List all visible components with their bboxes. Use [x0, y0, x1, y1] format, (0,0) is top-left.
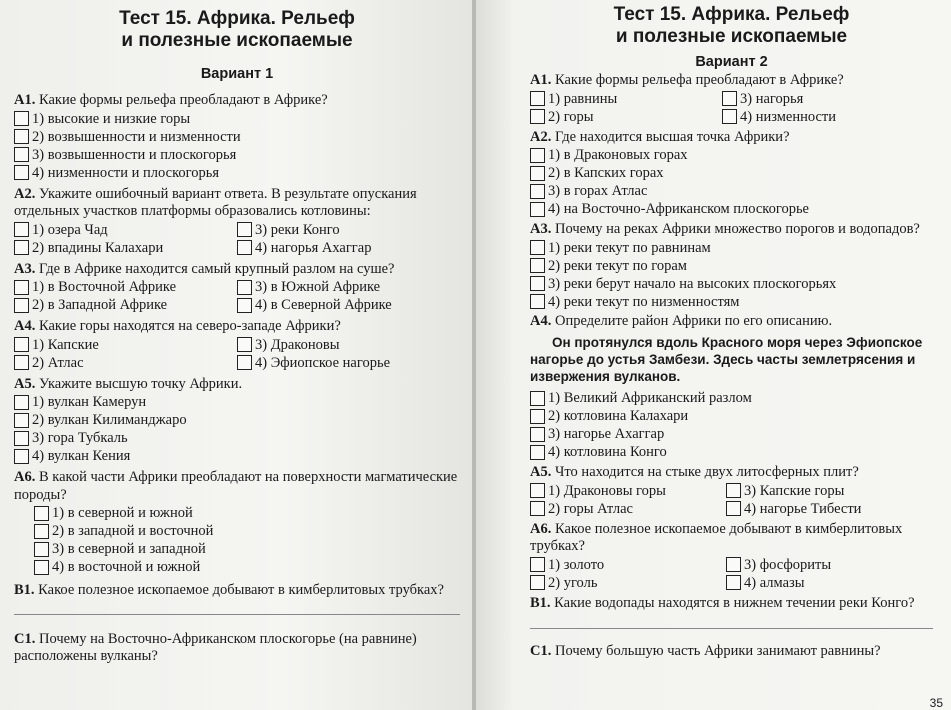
checkbox[interactable] [726, 575, 741, 590]
answer-option[interactable]: 4) нагорья Ахаггар [237, 239, 460, 257]
answer-option[interactable]: 4) вулкан Кения [14, 447, 460, 465]
checkbox[interactable] [530, 109, 545, 124]
answer-option[interactable]: 3) реки берут начало на высоких плоскогорьях [530, 275, 933, 293]
checkbox[interactable] [34, 506, 49, 521]
answer-option[interactable]: 4) в Северной Африке [237, 296, 460, 314]
answer-option[interactable]: 3) реки Конго [237, 221, 460, 239]
checkbox[interactable] [726, 483, 741, 498]
question-a5: А5. Что находится на стыке двух литосферных плит? [530, 464, 859, 480]
checkbox[interactable] [14, 280, 29, 295]
answer-option[interactable]: 2) реки текут по горам [530, 257, 933, 275]
answer-option[interactable]: 3) возвышенности и плоскогорья [14, 146, 460, 164]
checkbox[interactable] [530, 294, 545, 309]
answer-option[interactable]: 2) вулкан Килиманджаро [14, 411, 460, 429]
answer-option[interactable]: 1) Великий Африканский разлом [530, 389, 933, 407]
question-a1: А1. Какие формы рельефа преобладают в Африке? [14, 92, 328, 108]
answer-option[interactable]: 1) золото [530, 556, 726, 574]
answer-option[interactable]: 1) в северной и южной [14, 504, 460, 522]
answer-option[interactable]: 3) в горах Атлас [530, 182, 933, 200]
checkbox[interactable] [237, 222, 252, 237]
answer-option[interactable]: 3) Драконовы [237, 336, 460, 354]
answer-option[interactable]: 4) алмазы [726, 574, 933, 592]
answer-option[interactable]: 4) в восточной и южной [14, 558, 460, 576]
checkbox[interactable] [726, 557, 741, 572]
checkbox[interactable] [34, 524, 49, 539]
checkbox[interactable] [14, 240, 29, 255]
answer-option[interactable]: 2) горы Атлас [530, 500, 726, 518]
checkbox[interactable] [530, 391, 545, 406]
variant-heading: Вариант 2 [695, 54, 768, 70]
checkbox[interactable] [237, 337, 252, 352]
checkbox[interactable] [237, 240, 252, 255]
answer-option[interactable]: 4) Эфиопское нагорье [237, 354, 460, 372]
checkbox[interactable] [530, 258, 545, 273]
checkbox[interactable] [237, 298, 252, 313]
answer-option[interactable]: 3) Капские горы [726, 482, 933, 500]
checkbox[interactable] [14, 395, 29, 410]
question-c1: С1. Почему большую часть Африки занимают равнины? [530, 643, 881, 659]
answer-option[interactable]: 2) впадины Калахари [14, 239, 237, 257]
answer-option[interactable]: 1) высокие и низкие горы [14, 110, 460, 128]
question-a2: А2. Укажите ошибочный вариант ответа. В результате опускания отдельных участков платформы образовались котловины: [14, 185, 417, 219]
checkbox[interactable] [530, 501, 545, 516]
answer-option[interactable]: 1) Капские [14, 336, 237, 354]
answer-option[interactable]: 2) Атлас [14, 354, 237, 372]
checkbox[interactable] [530, 427, 545, 442]
answer-option[interactable]: 1) реки текут по равнинам [530, 239, 933, 257]
checkbox[interactable] [530, 184, 545, 199]
answer-option[interactable]: 1) Драконовы горы [530, 482, 726, 500]
checkbox[interactable] [34, 560, 49, 575]
question-a6: А6. В какой части Африки преобладают на поверхности магматические породы? [14, 469, 458, 503]
checkbox[interactable] [34, 542, 49, 557]
answer-option[interactable]: 1) в Драконовых горах [530, 146, 933, 164]
checkbox[interactable] [530, 240, 545, 255]
answer-option[interactable]: 1) равнины [530, 90, 722, 108]
question-a3: А3. Почему на реках Африки множество порогов и водопадов? [530, 221, 920, 237]
answer-option[interactable]: 1) вулкан Камерун [14, 393, 460, 411]
answer-option[interactable]: 2) в Западной Африке [14, 296, 237, 314]
answer-option[interactable]: 3) фосфориты [726, 556, 933, 574]
checkbox[interactable] [530, 202, 545, 217]
checkbox[interactable] [14, 431, 29, 446]
answer-option[interactable]: 2) возвышенности и низменности [14, 128, 460, 146]
checkbox[interactable] [237, 355, 252, 370]
answer-option[interactable]: 4) на Восточно-Африканском плоскогорье [530, 200, 933, 218]
checkbox[interactable] [14, 111, 29, 126]
checkbox[interactable] [14, 449, 29, 464]
checkbox[interactable] [14, 129, 29, 144]
answer-option[interactable]: 2) в западной и восточной [14, 522, 460, 540]
left-page [0, 0, 474, 710]
question-a4: А4. Определите район Африки по его описанию. [530, 312, 833, 329]
checkbox[interactable] [530, 91, 545, 106]
checkbox[interactable] [14, 147, 29, 162]
checkbox[interactable] [530, 148, 545, 163]
checkbox[interactable] [530, 166, 545, 181]
checkbox[interactable] [530, 483, 545, 498]
answer-option[interactable]: 4) нагорье Тибести [726, 500, 933, 518]
answer-option[interactable]: 1) в Восточной Африке [14, 278, 237, 296]
checkbox[interactable] [14, 413, 29, 428]
page-number: 35 [929, 696, 943, 710]
answer-option[interactable]: 1) озера Чад [14, 221, 237, 239]
checkbox[interactable] [530, 557, 545, 572]
checkbox[interactable] [530, 409, 545, 424]
checkbox[interactable] [14, 165, 29, 180]
question-a5: А5. Укажите высшую точку Африки. [14, 375, 243, 392]
variant-heading: Вариант 1 [200, 66, 274, 82]
answer-option[interactable]: 2) в Капских горах [530, 164, 933, 182]
answer-option[interactable]: 3) в северной и западной [14, 540, 460, 558]
checkbox[interactable] [530, 276, 545, 291]
answer-option[interactable]: 4) котловина Конго [530, 443, 933, 461]
question-a2: А2. Где находится высшая точка Африки? [530, 128, 790, 145]
answer-option[interactable]: 2) горы [530, 108, 722, 126]
question-b1: В1. Какие водопады находятся в нижнем течении реки Конго? [530, 594, 915, 611]
checkbox[interactable] [14, 337, 29, 352]
answer-option[interactable]: 2) котловина Калахари [530, 407, 933, 425]
checkbox[interactable] [237, 280, 252, 295]
answer-option[interactable]: 3) нагорья [722, 90, 933, 108]
answer-option[interactable]: 3) нагорье Ахаггар [530, 425, 933, 443]
page-title: Тест 15. Африка. Рельеф и полезные ископаемые [613, 4, 850, 47]
checkbox[interactable] [726, 501, 741, 516]
checkbox[interactable] [14, 222, 29, 237]
question-a4: А4. Какие горы находятся на северо-западе Африки? [14, 318, 341, 334]
question-a6: А6. Какое полезное ископаемое добывают в кимберлитовых трубках? [530, 520, 903, 554]
checkbox[interactable] [722, 91, 737, 106]
answer-option[interactable]: 4) низменности [722, 108, 933, 126]
answer-option[interactable]: 4) низменности и плоскогорья [14, 164, 460, 182]
question-a3: А3. Где в Африке находится самый крупный разлом на суше? [14, 260, 395, 277]
question-b1: В1. Какое полезное ископаемое добывают в кимберлитовых трубках? [14, 582, 444, 598]
checkbox[interactable] [14, 298, 29, 313]
answer-option[interactable]: 4) реки текут по низменностям [530, 293, 933, 311]
answer-option[interactable]: 3) гора Тубкаль [14, 429, 460, 447]
answer-option[interactable]: 3) в Южной Африке [237, 278, 460, 296]
question-a1: А1. Какие формы рельефа преобладают в Африке? [530, 72, 844, 88]
region-description: Он протянулся вдоль Красного моря через Эфиопское нагорье до устья Замбези. Здесь часты землетрясения и извержения вулканов. [530, 335, 923, 384]
right-page [476, 0, 951, 710]
answer-option[interactable]: 2) уголь [530, 574, 726, 592]
question-c1: С1. Почему на Восточно-Африканском плоскогорье (на равнине) расположены вулканы? [14, 630, 417, 664]
checkbox[interactable] [530, 445, 545, 460]
checkbox[interactable] [530, 575, 545, 590]
checkbox[interactable] [14, 355, 29, 370]
checkbox[interactable] [722, 109, 737, 124]
page-title: Тест 15. Африка. Рельеф и полезные ископаемые [119, 8, 355, 51]
